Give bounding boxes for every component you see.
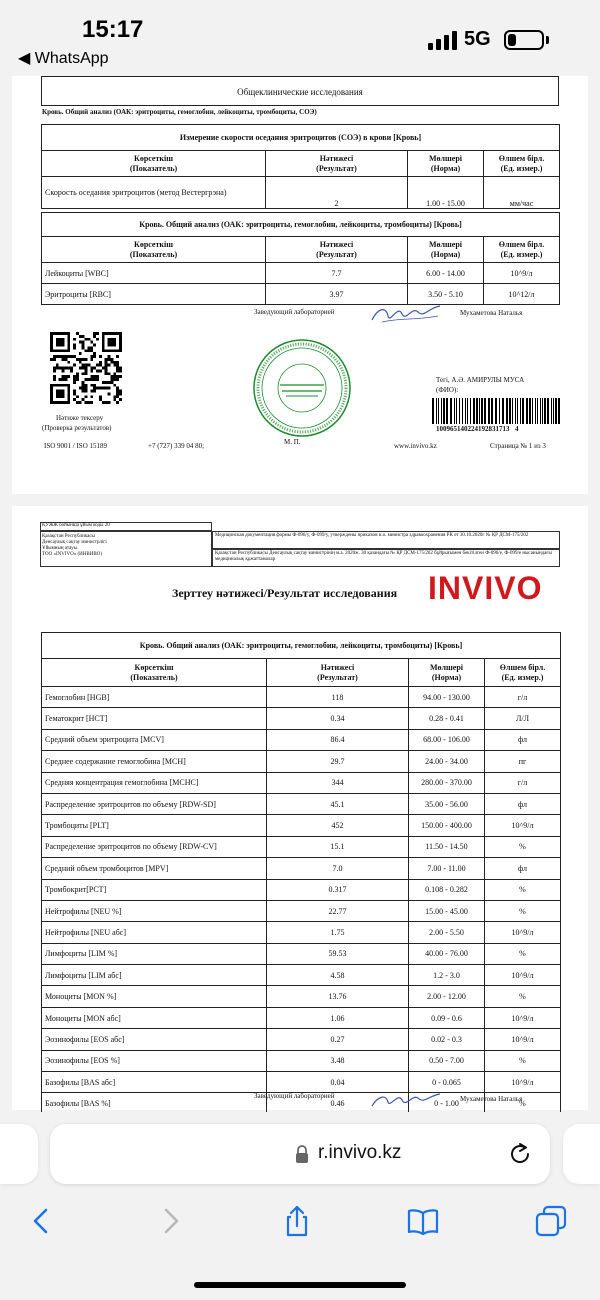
lab-head-name: Мухаметова Наталья xyxy=(460,309,523,317)
cbc-table-2 xyxy=(41,632,561,1115)
status-time: 15:17 xyxy=(82,16,144,43)
col-result: Нәтижесі (Результат) xyxy=(266,237,408,263)
row-result: 0.317 xyxy=(267,879,409,900)
row-name: Лимфоциты [LIM абс] xyxy=(42,965,267,986)
table-row xyxy=(42,1007,561,1028)
table-row xyxy=(42,836,561,857)
table-row xyxy=(42,284,560,305)
row-unit: фл xyxy=(485,793,561,814)
row-result: 13.76 xyxy=(267,986,409,1007)
patient-name: Тегі, А.Ә. АМИРУЛЫ МУСА xyxy=(436,376,525,384)
row-name: Лейкоциты [WBC] xyxy=(42,263,266,284)
row-result: 22.77 xyxy=(267,900,409,921)
row-name: Эозинофилы [EOS абс] xyxy=(42,1029,267,1050)
row-name: Базофилы [BAS %] xyxy=(42,1093,267,1114)
row-result: 45.1 xyxy=(267,793,409,814)
row-result: 2 xyxy=(266,177,408,209)
table-row xyxy=(42,263,560,284)
row-norm: 94.00 - 130.00 xyxy=(409,687,485,708)
table-row xyxy=(42,858,561,879)
row-norm: 0.28 - 0.41 xyxy=(409,708,485,729)
row-unit: Л/Л xyxy=(485,708,561,729)
row-unit: 10^9/л xyxy=(485,1072,561,1093)
org-name: ТОО «INVIVO» (ИНВИВО) xyxy=(42,552,102,557)
table-row xyxy=(42,751,561,772)
browser-toolbar xyxy=(0,1112,600,1300)
table-row xyxy=(42,965,561,986)
table-row xyxy=(42,986,561,1007)
row-unit: 10^12/л xyxy=(484,284,560,305)
row-result: 7.7 xyxy=(266,263,408,284)
lab-head-label: Заведующий лабораторией xyxy=(254,1092,335,1100)
barcode-icon xyxy=(432,398,562,424)
analysis-subheader: Кровь. Общий анализ (ОАК: эритроциты, гемоглобин, лейкоциты, тромбоциты, СОЭ) xyxy=(42,108,317,116)
website-link[interactable]: www.invivo.kz xyxy=(394,442,437,450)
row-norm: 11.50 - 14.50 xyxy=(409,836,485,857)
iso-standard: ISO 9001 / ISO 15189 xyxy=(44,442,108,450)
col-norm: Мөлшері (Норма) xyxy=(408,151,484,177)
table-row xyxy=(42,943,561,964)
bookmarks-icon[interactable] xyxy=(406,1204,440,1238)
row-unit: % xyxy=(485,879,561,900)
qr-caption: Нәтиже тексеру xyxy=(56,414,104,422)
table-row xyxy=(42,1050,561,1071)
row-unit: % xyxy=(485,943,561,964)
row-norm: 1.00 - 15.00 xyxy=(408,177,484,209)
row-unit: % xyxy=(485,900,561,921)
col-result: Нәтижесі (Результат) xyxy=(267,659,409,687)
signature-icon xyxy=(368,300,444,326)
lab-stamp-icon xyxy=(252,338,352,438)
row-norm: 0.50 - 7.00 xyxy=(409,1050,485,1071)
row-norm: 68.00 - 106.00 xyxy=(409,729,485,750)
row-norm: 6.00 - 14.00 xyxy=(408,263,484,284)
form-approval-kz: Қазақстан Республикасы Денсаулық сақтау министрінің м.а. 2020ж. 30 қазандағы № ҚР ДСМ-175/202 бұйрығымен бекітілген Ф-096/е, Ф-099/е нысанындағы медициналық құжаттамалар xyxy=(212,549,560,567)
table-row xyxy=(42,177,560,209)
row-result: 3.48 xyxy=(267,1050,409,1071)
previous-tab-peek[interactable] xyxy=(0,1124,38,1184)
row-result: 0.27 xyxy=(267,1029,409,1050)
signature-icon xyxy=(368,1090,444,1110)
report-page-1 xyxy=(12,76,588,494)
row-name: Нейтрофилы [NEU %] xyxy=(42,900,267,921)
row-unit: г/л xyxy=(485,687,561,708)
row-result: 1.06 xyxy=(267,1007,409,1028)
row-unit: % xyxy=(485,986,561,1007)
row-result: 0.46 xyxy=(267,1093,409,1114)
form-code: ҚУЖЖ бойынша ұйым коды 20 xyxy=(40,522,212,531)
report-page-2 xyxy=(12,506,588,1110)
row-name: Моноциты [MON абс] xyxy=(42,1007,267,1028)
row-name: Распределение эритроцитов по объему [RDW-CV] xyxy=(42,836,267,857)
row-norm: 0.108 - 0.282 xyxy=(409,879,485,900)
row-unit: % xyxy=(485,1093,561,1114)
row-unit: пг xyxy=(485,751,561,772)
signal-icon xyxy=(428,30,458,50)
col-unit: Өлшем бірл. (Ед. измер.) xyxy=(484,237,560,263)
row-name: Средняя концентрация гемоглобина [MCHC] xyxy=(42,772,267,793)
address-bar[interactable] xyxy=(50,1124,550,1184)
row-unit: 10^9/л xyxy=(485,1007,561,1028)
col-indicator: Көрсеткіш (Показатель) xyxy=(42,237,266,263)
back-to-app-link[interactable]: ◀ WhatsApp xyxy=(18,50,109,67)
col-norm: Мөлшері (Норма) xyxy=(409,659,485,687)
page-number: Страница № 1 из 3 xyxy=(490,442,546,450)
table-row xyxy=(42,815,561,836)
row-name: Гемоглобин [HGB] xyxy=(42,687,267,708)
phone-number: +7 (727) 339 04 80; xyxy=(148,442,205,450)
row-norm: 3.50 - 5.10 xyxy=(408,284,484,305)
row-name: Тромбокрит[PCT] xyxy=(42,879,267,900)
table-row xyxy=(42,793,561,814)
row-name: Эритроциты [RBC] xyxy=(42,284,266,305)
row-norm: 40.00 - 76.00 xyxy=(409,943,485,964)
barcode-number: 100965140224192831713 4 xyxy=(436,425,519,433)
qr-caption-sub: (Проверка результатов) xyxy=(42,424,112,432)
cbc-table-1-caption: Кровь. Общий анализ (ОАК: эритроциты, гемоглобин, лейкоциты, тромбоциты) [Кровь] xyxy=(42,213,560,237)
invivo-logo: INVIVO xyxy=(428,570,543,606)
row-result: 452 xyxy=(267,815,409,836)
col-indicator: Көрсеткіш (Показатель) xyxy=(42,151,266,177)
row-unit: г/л xyxy=(485,772,561,793)
row-result: 29.7 xyxy=(267,751,409,772)
table-row xyxy=(42,772,561,793)
table-row xyxy=(42,1029,561,1050)
back-icon[interactable] xyxy=(24,1204,58,1238)
lock-icon xyxy=(294,1144,310,1164)
tabs-icon[interactable] xyxy=(534,1204,568,1238)
row-result: 0.04 xyxy=(267,1072,409,1093)
row-result: 86.4 xyxy=(267,729,409,750)
table-row xyxy=(42,1072,561,1093)
row-result: 118 xyxy=(267,687,409,708)
row-norm: 15.00 - 45.00 xyxy=(409,900,485,921)
cbc-table-1 xyxy=(41,212,560,305)
table-row xyxy=(42,708,561,729)
section-header: Общеклинические исследования xyxy=(237,87,363,97)
row-result: 7.0 xyxy=(267,858,409,879)
row-unit: 10^9/л xyxy=(485,965,561,986)
lab-head-name: Мухаметова Наталья xyxy=(460,1095,523,1103)
row-result: 344 xyxy=(267,772,409,793)
row-name: Гематокрит [HCT] xyxy=(42,708,267,729)
row-norm: 0.02 - 0.3 xyxy=(409,1029,485,1050)
esr-table xyxy=(41,124,560,209)
table-row xyxy=(42,687,561,708)
row-name: Среднее содержание гемоглобина [MCH] xyxy=(42,751,267,772)
row-norm: 0 - 1.00 xyxy=(409,1093,485,1114)
col-unit: Өлшем бірл. (Ед. измер.) xyxy=(485,659,561,687)
row-name: Средний объем тромбоцитов [MPV] xyxy=(42,858,267,879)
row-unit: 10^9/л xyxy=(485,922,561,943)
row-norm: 280.00 - 370.00 xyxy=(409,772,485,793)
reload-icon[interactable] xyxy=(506,1140,534,1168)
row-unit: % xyxy=(485,836,561,857)
row-unit: фл xyxy=(485,729,561,750)
row-norm: 150.00 - 400.00 xyxy=(409,815,485,836)
row-name: Моноциты [MON %] xyxy=(42,986,267,1007)
org-ministry: Денсаулық сақтау министрлігі xyxy=(42,540,107,545)
home-indicator[interactable] xyxy=(194,1282,406,1288)
patient-label: (ФИО): xyxy=(436,386,459,394)
battery-icon xyxy=(504,30,544,50)
section-header-box xyxy=(41,76,559,106)
row-name: Тромбоциты [PLT] xyxy=(42,815,267,836)
org-label: Ұйымның атауы xyxy=(42,546,77,551)
esr-table-caption: Измерение скорости оседания эритроцитов (СОЭ) в крови [Кровь] xyxy=(42,125,560,151)
row-unit: фл xyxy=(485,858,561,879)
row-result: 15.1 xyxy=(267,836,409,857)
form-approval-ru: Медицинская документация формы Ф-096/у, Ф-099/у, утверждены приказом и.о. министра здравоохранения РК от 30.10.2020г № ҚР ДСМ-175/202 xyxy=(212,531,560,549)
row-name: Лимфоциты [LIM %] xyxy=(42,943,267,964)
battery-tip xyxy=(546,36,549,44)
col-result: Нәтижесі (Результат) xyxy=(266,151,408,177)
row-name: Базофилы [BAS абс] xyxy=(42,1072,267,1093)
row-norm: 35.00 - 56.00 xyxy=(409,793,485,814)
share-icon[interactable] xyxy=(280,1204,314,1238)
table-row xyxy=(42,900,561,921)
row-norm: 0.09 - 0.6 xyxy=(409,1007,485,1028)
row-unit: мм/час xyxy=(484,177,560,209)
status-bar xyxy=(0,0,600,76)
col-unit: Өлшем бірл. (Ед. измер.) xyxy=(484,151,560,177)
row-name: Эозинофилы [EOS %] xyxy=(42,1050,267,1071)
row-name: Скорость оседания эритроцитов (метод Вестергрэна) xyxy=(42,177,266,209)
result-title: Зерттеу нәтижесі/Результат исследования xyxy=(172,586,398,600)
row-unit: 10^9/л xyxy=(485,1029,561,1050)
forward-icon[interactable] xyxy=(154,1204,188,1238)
row-norm: 24.00 - 34.00 xyxy=(409,751,485,772)
row-result: 1.75 xyxy=(267,922,409,943)
row-norm: 2.00 - 5.50 xyxy=(409,922,485,943)
row-unit: 10^9/л xyxy=(485,815,561,836)
table-row xyxy=(42,922,561,943)
row-result: 3.97 xyxy=(266,284,408,305)
row-unit: 10^9/л xyxy=(484,263,560,284)
row-norm: 1.2 - 3.0 xyxy=(409,965,485,986)
row-name: Средний объем эритроцита [MCV] xyxy=(42,729,267,750)
row-norm: 7.00 - 11.00 xyxy=(409,858,485,879)
row-unit: % xyxy=(485,1050,561,1071)
url-text[interactable]: r.invivo.kz xyxy=(318,1142,402,1163)
row-result: 0.34 xyxy=(267,708,409,729)
table-row xyxy=(42,879,561,900)
row-name: Нейтрофилы [NEU абс] xyxy=(42,922,267,943)
row-norm: 0 - 0.065 xyxy=(409,1072,485,1093)
cbc-table-2-caption: Кровь. Общий анализ (ОАК: эритроциты, гемоглобин, лейкоциты, тромбоциты) [Кровь] xyxy=(42,633,561,659)
row-result: 59.53 xyxy=(267,943,409,964)
org-header-left xyxy=(40,531,212,567)
lab-head-label: Заведующий лабораторией xyxy=(254,308,335,316)
row-result: 4.58 xyxy=(267,965,409,986)
row-norm: 2.00 - 12.00 xyxy=(409,986,485,1007)
org-country: Қазақстан Республикасы xyxy=(42,534,95,539)
row-name: Распределение эритроцитов по объему [RDW-SD] xyxy=(42,793,267,814)
col-indicator: Көрсеткіш (Показатель) xyxy=(42,659,267,687)
next-tab-peek[interactable] xyxy=(563,1124,600,1184)
table-row xyxy=(42,729,561,750)
stamp-label: М. П. xyxy=(284,438,301,446)
network-type: 5G xyxy=(464,28,491,50)
qr-code-icon[interactable] xyxy=(50,332,122,404)
col-norm: Мөлшері (Норма) xyxy=(408,237,484,263)
